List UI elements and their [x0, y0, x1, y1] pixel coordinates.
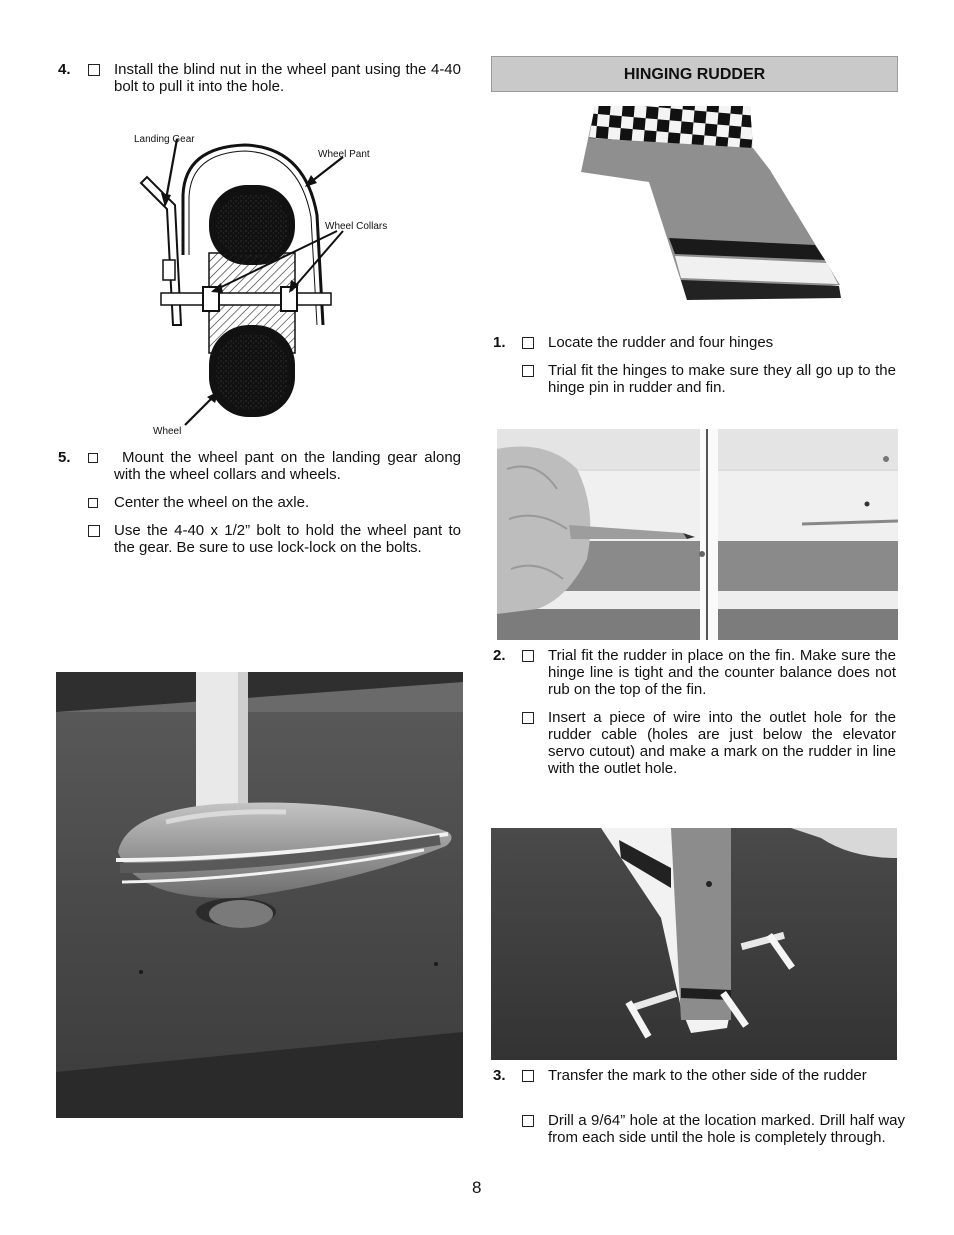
step-text: Locate the rudder and four hinges	[548, 334, 774, 351]
step-text: Trial fit the rudder in place on the fin. Make sure the hinge line is tight and the counter balance does not rub on the top of the fin.	[548, 647, 896, 698]
checkbox[interactable]	[522, 712, 534, 724]
step-text: Mount the wheel pant on the landing gear along with the wheel collars and wheels.	[114, 449, 461, 483]
step-text: Trial fit the hinges to make sure they all go up to the hinge pin in rudder and fin.	[548, 362, 896, 396]
wheel-collar-right-shape	[281, 287, 297, 311]
step-number: 4.	[58, 61, 71, 78]
checkbox[interactable]	[88, 525, 100, 537]
hinge-marking-photo	[497, 429, 898, 640]
checkbox[interactable]	[522, 337, 534, 349]
page-number: 8	[472, 1178, 482, 1197]
label-wheel-pant: Wheel Pant	[318, 149, 370, 160]
hinge-line-shape	[700, 429, 718, 640]
checkbox[interactable]	[522, 650, 534, 662]
step-number: 3.	[493, 1067, 506, 1084]
step-text: Use the 4-40 x 1/2” bolt to hold the wheel pant to the gear. Be sure to use lock-lock on the bolts.	[114, 522, 461, 556]
checkbox[interactable]	[88, 498, 98, 508]
step-number: 1.	[493, 334, 506, 351]
checkbox[interactable]	[522, 365, 534, 377]
step-text: Install the blind nut in the wheel pant using the 4-40 bolt to pull it into the hole.	[114, 61, 461, 95]
step-number: 5.	[58, 449, 71, 466]
rudder-photo	[575, 100, 845, 310]
wheel-pant-diagram	[125, 125, 405, 440]
label-wheel: Wheel	[153, 426, 182, 437]
step-text: Center the wheel on the axle.	[114, 494, 310, 511]
axle-shape	[161, 293, 331, 305]
checkbox[interactable]	[88, 64, 100, 76]
label-wheel-collars: Wheel Collars	[325, 221, 388, 232]
step-text: Insert a piece of wire into the outlet hole for the rudder cable (holes are just below the elevator servo cutout) and make a mark on the rudder in line with the outlet hole.	[548, 709, 896, 777]
step-5	[58, 449, 462, 579]
wheel-lower-shape	[209, 325, 295, 417]
step-text: Transfer the mark to the other side of the rudder	[548, 1067, 867, 1084]
label-landing-gear: Landing Gear	[134, 134, 195, 145]
section-heading: HINGING RUDDER	[491, 56, 898, 92]
checkbox[interactable]	[88, 453, 98, 463]
checkbox[interactable]	[522, 1115, 534, 1127]
rudder-hinges-photo	[491, 828, 897, 1060]
step-number: 2.	[493, 647, 506, 664]
wheel-pant-photo	[56, 672, 463, 1118]
step-text: Drill a 9/64” hole at the location marked. Drill half way from each side until the hole is completely through.	[548, 1112, 905, 1146]
checkbox[interactable]	[522, 1070, 534, 1082]
